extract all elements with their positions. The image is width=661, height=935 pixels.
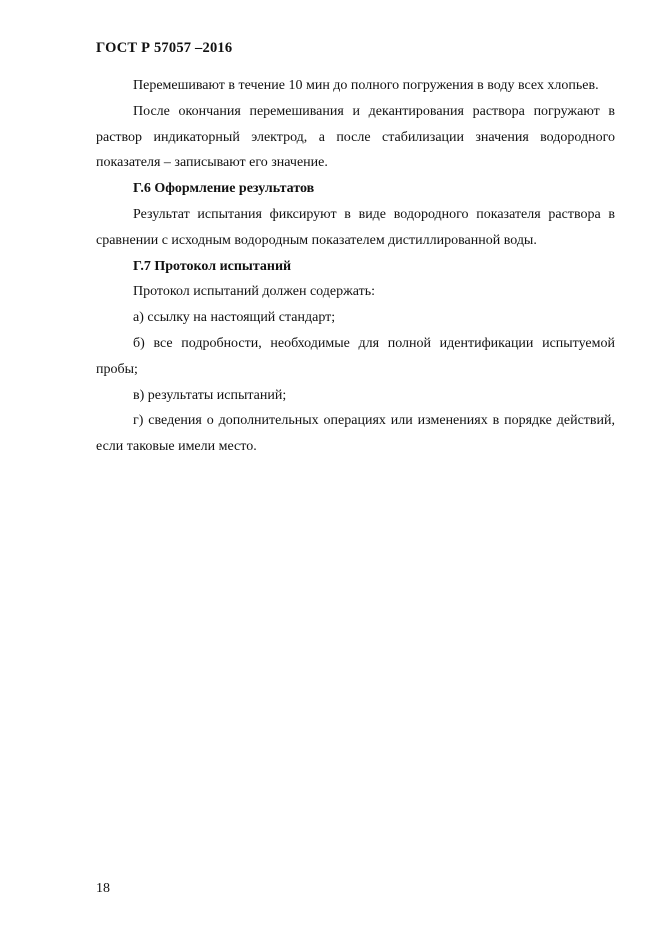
list-item-g: г) сведения о дополнительных операциях или изменениях в порядке действий, если таковые имели место. [96, 413, 615, 455]
standard-code: ГОСТ Р 57057 –2016 [96, 40, 233, 56]
list-item-v: в) результаты испытаний; [133, 387, 287, 403]
list-item-a: а) ссылку на настоящий стандарт; [133, 310, 336, 326]
document-header [96, 40, 232, 57]
section-heading-protocol: Г.7 Протокол испытаний [133, 258, 292, 274]
section-heading-results: Г.6 Оформление результатов [133, 181, 315, 197]
page-number: 18 [96, 881, 110, 896]
paragraph-electrode: После окончания перемешивания и декантирования раствора погружают в раствор индикаторный электрод, а после стабилизации значения водородного показателя – записывают его значение. [96, 103, 615, 171]
paragraph-result: Результат испытания фиксируют в виде водородного показателя раствора в сравнении с исходным водородным показателем дистиллированной воды. [96, 206, 615, 248]
list-item-b: б) все подробности, необходимые для полной идентификации испытуемой пробы; [96, 335, 615, 377]
paragraph-mixing: Перемешивают в течение 10 мин до полного погружения в воду всех хлопьев. [133, 78, 599, 93]
paragraph-protocol-intro: Протокол испытаний должен содержать: [133, 284, 376, 300]
document-body [96, 73, 615, 460]
